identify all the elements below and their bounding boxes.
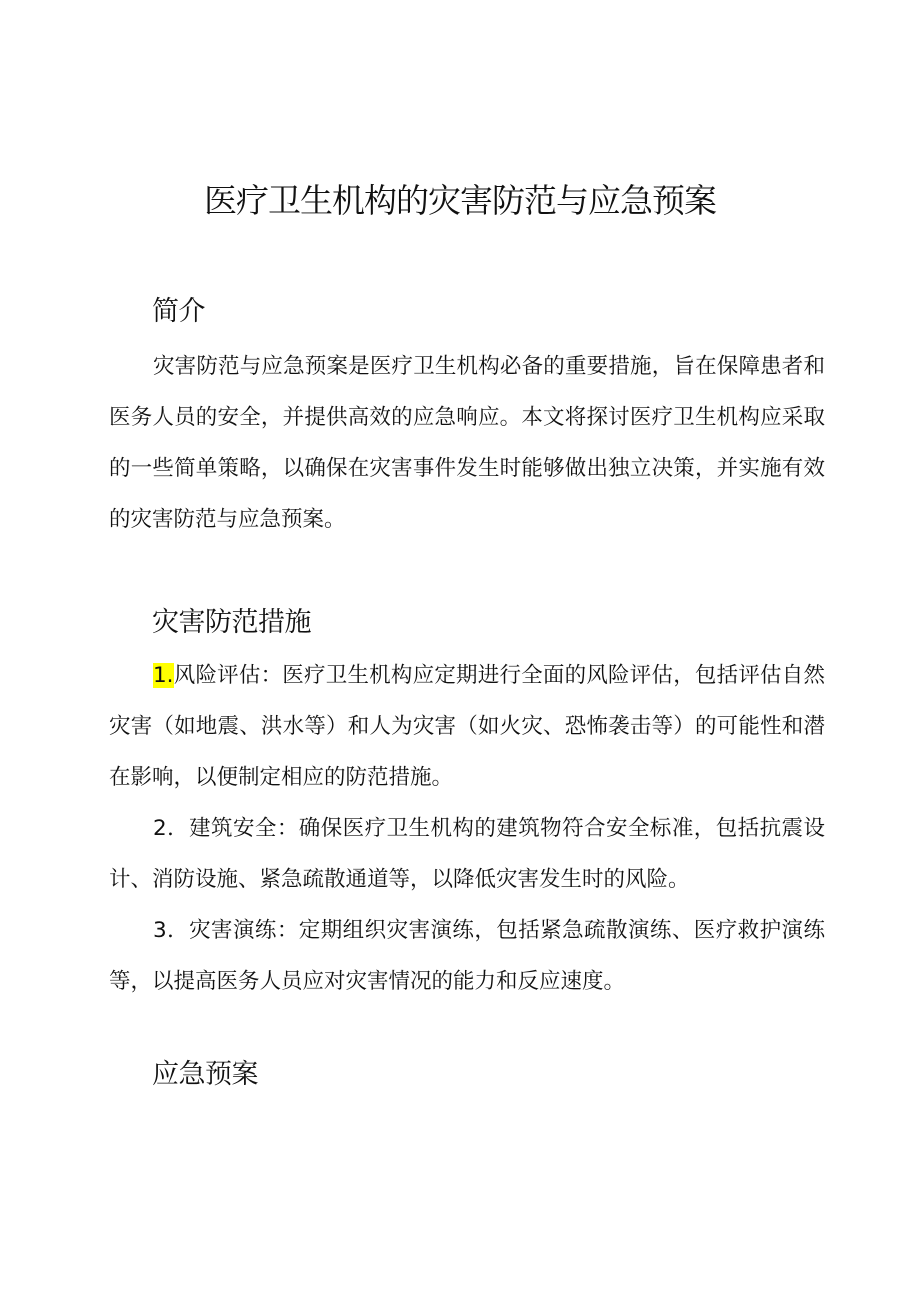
list-item xyxy=(109,650,825,803)
document-title: 医疗卫生机构的灾害防范与应急预案 xyxy=(204,181,716,220)
list-item-number: 1. xyxy=(153,663,174,688)
section-heading-prevention: 灾害防范措施 xyxy=(152,607,311,638)
section-heading-intro: 简介 xyxy=(152,296,205,327)
list-item-text: 风险评估：医疗卫生机构应定期进行全面的风险评估，包括评估自然灾害（如地震、洪水等）和人为灾害（如火灾、恐怖袭击等）的可能性和潜在影响，以便制定相应的防范措施。 xyxy=(109,663,825,790)
list-item-number: 2． xyxy=(153,816,190,841)
intro-paragraph: 灾害防范与应急预案是医疗卫生机构必备的重要措施，旨在保障患者和医务人员的安全，并提供高效的应急响应。本文将探讨医疗卫生机构应采取的一些简单策略，以确保在灾害事件发生时能够做出独立决策，并实施有效的灾害防范与应急预案。 xyxy=(109,354,825,532)
list-item xyxy=(109,803,825,905)
list-item xyxy=(109,905,825,1007)
section-heading-emergency-plan: 应急预案 xyxy=(152,1059,258,1090)
list-item-number: 3． xyxy=(153,918,190,943)
list-item-text: 灾害演练：定期组织灾害演练，包括紧急疏散演练、医疗救护演练等，以提高医务人员应对灾害情况的能力和反应速度。 xyxy=(109,918,825,994)
list-item-text: 建筑安全：确保医疗卫生机构的建筑物符合安全标准，包括抗震设计、消防设施、紧急疏散通道等，以降低灾害发生时的风险。 xyxy=(109,816,825,892)
